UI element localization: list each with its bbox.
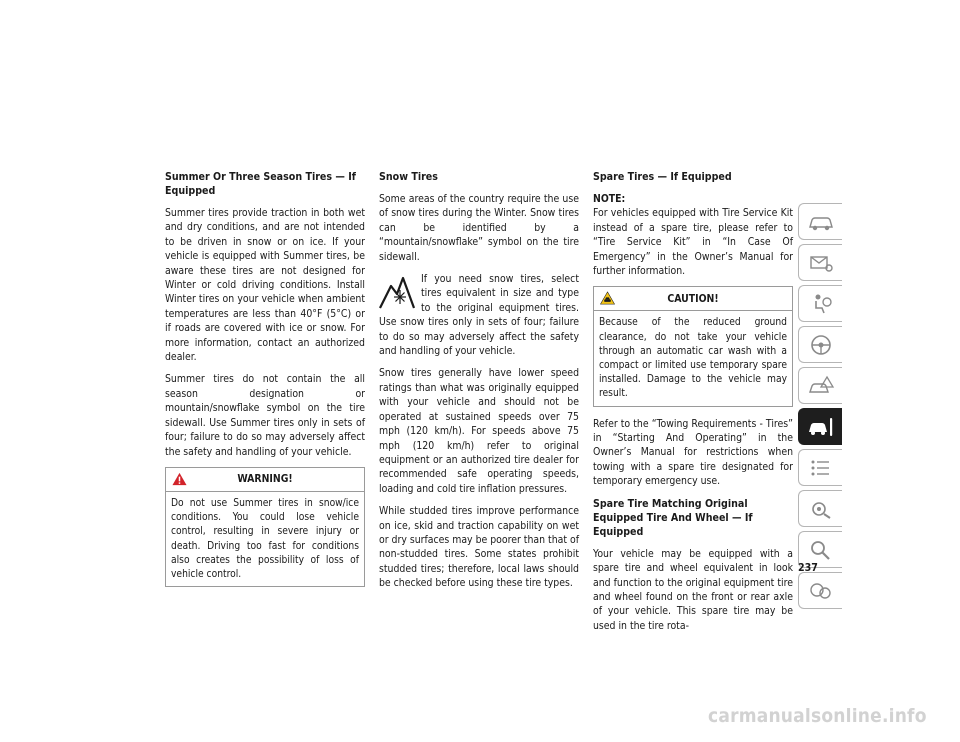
tab-servicing-maintenance[interactable] [798, 408, 842, 445]
paragraph: Refer to the “Towing Requirements - Tires” in “Starting And Operating” in the Owner’s Manual for restrictions when towing with a spare tire designated for temporary emergency use. [593, 417, 793, 488]
envelope-key-icon [807, 251, 835, 275]
tab-getting-started[interactable] [798, 244, 842, 281]
paragraph: If you need snow tires, select tires equivalent in size and type to the original equipment tires. Use snow tires only in sets of four; failure to do so may adversely affect the safety and handling of your vehicle. [379, 273, 579, 358]
paragraph: Some areas of the country require the use of snow tires during the Winter. Snow tires can be identified by a “mountain/snowflake” symbol on the tire sidewall. [379, 193, 579, 263]
airbag-seat-icon [807, 292, 835, 316]
caution-title: CAUTION! [667, 292, 719, 305]
car-warning-icon [807, 374, 835, 398]
mountain-snowflake-icon [379, 274, 415, 310]
checklist-icon [807, 456, 835, 480]
tab-technical-specs[interactable] [798, 449, 842, 486]
tab-multimedia[interactable] [798, 490, 842, 527]
tab-starting-operating[interactable] [798, 367, 842, 404]
warning-box [165, 467, 365, 587]
magnifier-icon [807, 538, 835, 562]
caution-car-icon [600, 291, 615, 305]
warning-header [166, 468, 364, 492]
paragraph: Summer tires do not contain the all season designation or mountain/snowflake symbol on the tire sidewall. Use Summer tires only in sets of four; failure to do so may adversely affect the safety and handling of your vehicle. [165, 373, 365, 458]
car-service-icon [807, 415, 835, 439]
column-snow-tires [379, 170, 579, 599]
caution-header [594, 287, 792, 311]
note-text: For vehicles equipped with Tire Service Kit instead of a spare tire, please refer to “Tire Service Kit” in “In Case Of Emergency” in the Owner’s Manual for further information. [593, 207, 793, 278]
car-overview-icon [807, 210, 835, 234]
multilingual-icon [807, 579, 835, 603]
section-heading-spare-tires: Spare Tires — If Equipped [593, 171, 732, 183]
column-summer-tires [165, 170, 365, 587]
caution-text: Because of the reduced ground clearance, do not take your vehicle through an automatic car wash with a compact or limited use temporary spare installed. Damage to the vehicle may result. [599, 317, 787, 400]
warning-title: WARNING! [237, 473, 293, 486]
watermark: carmanualsonline.info [708, 705, 927, 727]
tab-getting-to-know-vehicle[interactable] [798, 203, 842, 240]
note-label: NOTE: [593, 193, 626, 205]
tab-instrument-cluster[interactable] [798, 326, 842, 363]
paragraph: While studded tires improve performance on ice, skid and traction capability on wet or dry surfaces may be poorer than that of non-studded tires. Some states prohibit studded tires; therefore, local laws should be checked before using these tire types. [379, 505, 579, 590]
tab-safety[interactable] [798, 285, 842, 322]
section-heading-summer-tires: Summer Or Three Season Tires — If Equipped [165, 171, 356, 197]
gear-wrench-icon [807, 497, 835, 521]
page-number: 237 [798, 562, 818, 574]
snow-symbol-paragraph [379, 272, 579, 358]
section-heading-spare-matching: Spare Tire Matching Original Equipped Tire And Wheel — If Equipped [593, 497, 753, 538]
warning-text: Do not use Summer tires in snow/ice conditions. You could lose vehicle control, resulting in severe injury or death. Driving too fast for conditions also creates the possibility of loss of vehicle control. [171, 497, 359, 580]
tab-index[interactable] [798, 572, 842, 609]
paragraph: Summer tires provide traction in both wet and dry conditions, and are not intended to be driven in snow or on ice. If your vehicle is equipped with Summer tires, be aware these tires are not designed for Winter or cold driving conditions. Install Winter tires on your vehicle when ambient temperatures are less than 40°F (5°C) or if roads are covered with ice or snow. For more information, contact an authorized dealer. [165, 207, 365, 364]
section-heading-snow-tires: Snow Tires [379, 171, 438, 183]
paragraph: Your vehicle may be equipped with a spare tire and wheel equivalent in look and function to the original equipment tire and wheel found on the front or rear axle of your vehicle. This spare tire may be used in the tire rota- [593, 547, 793, 632]
steering-wheel-icon [807, 333, 835, 357]
warning-triangle-icon [172, 472, 187, 486]
chapter-tabs [798, 203, 842, 613]
caution-box [593, 286, 793, 406]
paragraph: Snow tires generally have lower speed ratings than what was originally equipped with your vehicle and should not be operated at sustained speeds over 75 mph (120 km/h). For speeds above 75 mph (120 km/h) refer to original equipment or an authorized tire dealer for recommended safe operating speeds, loading and cold tire inflation pressures. [379, 367, 579, 495]
column-spare-tires [593, 170, 793, 641]
